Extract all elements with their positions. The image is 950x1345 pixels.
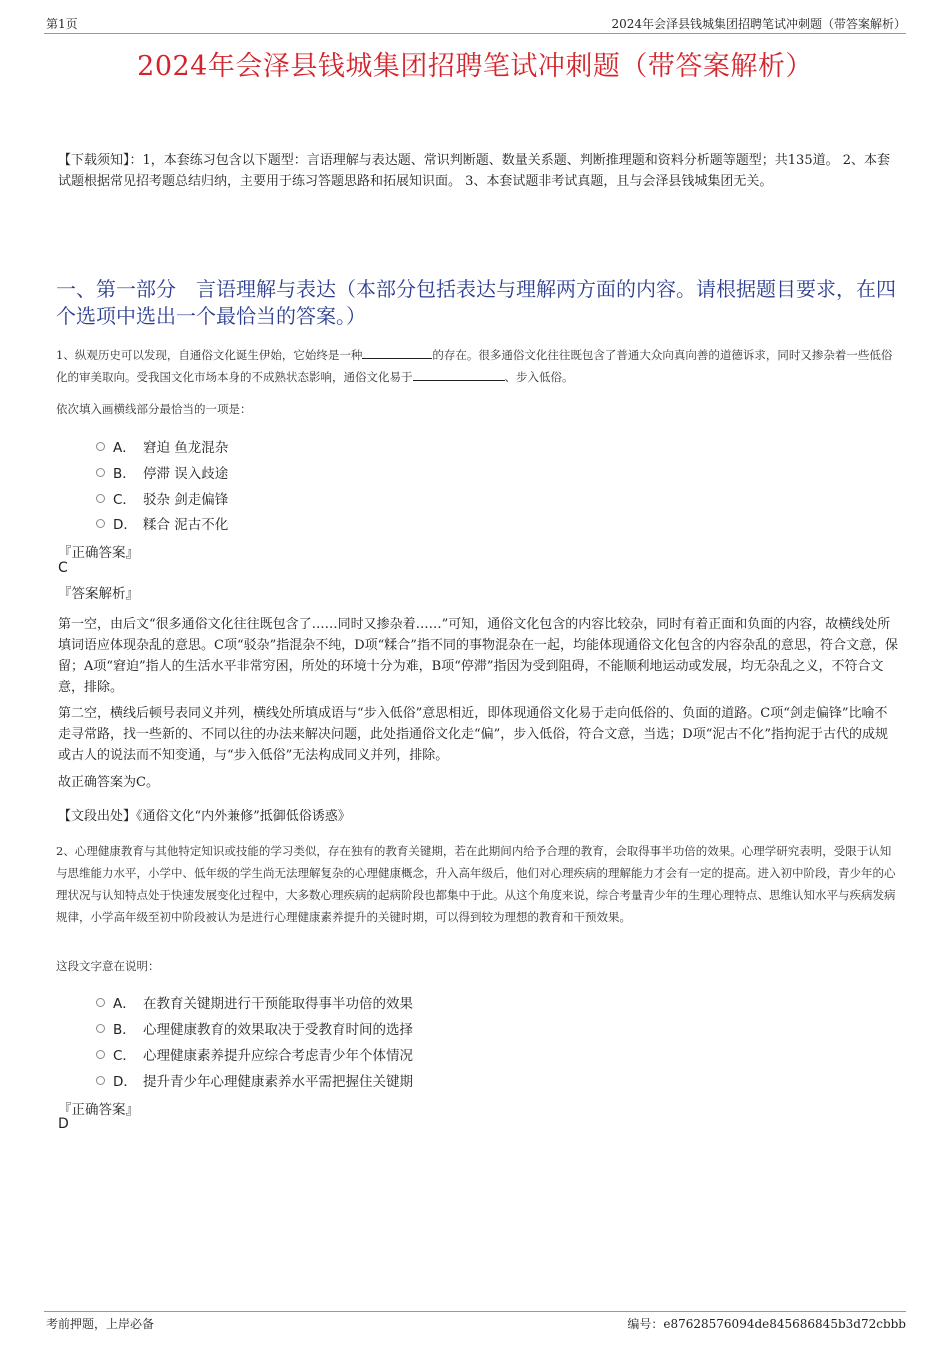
- section-heading: 一、第一部分 言语理解与表达（本部分包括表达与理解两方面的内容。请根据题目要求，在四个选项中选出一个最恰当的答案。）: [56, 277, 896, 328]
- radio-icon[interactable]: [96, 442, 105, 451]
- option-text: 在教育关键期进行干预能取得事半功倍的效果: [143, 996, 413, 1012]
- option-text: 心理健康素养提升应综合考虑青少年个体情况: [143, 1048, 413, 1064]
- option-letter: A．: [113, 440, 136, 456]
- page-title: 2024年会泽县钱城集团招聘笔试冲刺题（带答案解析）: [137, 51, 813, 82]
- radio-icon[interactable]: [96, 494, 105, 503]
- question-1-text-part-b: 的存在。很多通俗文化往往既包含了普通大众向真向善的道德诉求，同时又掺杂着一些低俗化的审美取向。受我国文化市场本身的不成熟状态影响，通俗文化易于: [56, 348, 893, 384]
- question-1-analysis-paragraph-1: 第一空，由后文“很多通俗文化往往既包含了……同时又掺杂着……”可知，通俗文化包含的内容比较杂，同时有着正面和负面的内容，故横线处所填词语应体现杂乱的意思。C项“驳杂”指混杂不纯，D项“糅合”指不同的事物混杂在一起，均能体现通俗文化包含的内容杂乱的意思，符合文意，保留；A项“窘迫”指人的生活水平非常穷困，所处的环境十分为难，B项“停滞”指因为受到阻碍，不能顺利地运动或发展，均无杂乱之义，不符合文意，排除。: [58, 617, 898, 695]
- question-1-text-part-c: 、步入低俗。: [504, 370, 574, 384]
- option-letter: D．: [113, 517, 137, 533]
- radio-icon[interactable]: [96, 998, 105, 1007]
- question-2-option-b[interactable]: [96, 1018, 413, 1038]
- question-1-prompt: 依次填入画横线部分最恰当的一项是：: [56, 402, 252, 416]
- option-text: 停滞 误入歧途: [143, 466, 229, 482]
- option-letter: D．: [113, 1074, 137, 1090]
- question-2-option-a[interactable]: [96, 992, 413, 1012]
- option-letter: C．: [113, 1048, 136, 1064]
- question-1-source: 【文段出处】《通俗文化“内外兼修”抵御低俗诱惑》: [58, 809, 351, 824]
- question-1-analysis-label: 『答案解析』: [58, 586, 139, 602]
- question-1-answer: C: [58, 560, 68, 576]
- option-letter: B．: [113, 1022, 136, 1038]
- footer-slogan: 考前押题，上岸必备: [46, 1317, 155, 1331]
- download-notice: 【下载须知】：1，本套练习包含以下题型：言语理解与表达题、常识判断题、数量关系题、判断推理题和资料分析题等题型；共135道。 2、本套试题根据常见招考题总结归纳，主要用于练习答题思路和拓展知识面。 3、本套试题非考试真题，且与会泽县钱城集团无关。: [58, 153, 890, 189]
- answer-blank-2: [413, 368, 505, 381]
- question-1-option-c[interactable]: [96, 488, 228, 508]
- question-1-text-part-a: 1、纵观历史可以发现，自通俗文化诞生伊始，它始终是一种: [56, 348, 363, 362]
- radio-icon[interactable]: [96, 1076, 105, 1085]
- footer-document-id: 编号：e87628576094de845686845b3d72cbbb: [627, 1317, 906, 1331]
- radio-icon[interactable]: [96, 1050, 105, 1059]
- question-1-conclusion: 故正确答案为C。: [58, 775, 159, 790]
- header-title: 2024年会泽县钱城集团招聘笔试冲刺题（带答案解析）: [611, 17, 906, 31]
- radio-icon[interactable]: [96, 1024, 105, 1033]
- header-divider: [44, 33, 906, 34]
- question-2-answer: D: [58, 1116, 69, 1132]
- option-text: 心理健康教育的效果取决于受教育时间的选择: [143, 1022, 413, 1038]
- option-letter: C．: [113, 492, 136, 508]
- question-1-option-b[interactable]: [96, 462, 228, 482]
- option-letter: A．: [113, 996, 136, 1012]
- question-2-answer-label: 『正确答案』: [58, 1102, 139, 1118]
- radio-icon[interactable]: [96, 468, 105, 477]
- question-1-option-a[interactable]: [96, 436, 228, 456]
- option-text: 提升青少年心理健康素养水平需把握住关键期: [143, 1074, 413, 1090]
- question-1-text: [56, 344, 902, 388]
- option-letter: B．: [113, 466, 136, 482]
- option-text: 窘迫 鱼龙混杂: [143, 440, 229, 456]
- question-1-answer-label: 『正确答案』: [58, 545, 139, 561]
- question-2-prompt: 这段文字意在说明：: [56, 959, 160, 973]
- option-text: 驳杂 剑走偏锋: [143, 492, 229, 508]
- option-text: 糅合 泥古不化: [143, 517, 229, 533]
- question-1-option-d[interactable]: [96, 513, 228, 533]
- question-2-option-c[interactable]: [96, 1044, 413, 1064]
- question-2-text: 2、心理健康教育与其他特定知识或技能的学习类似，存在独有的教育关键期，若在此期间内给予合理的教育，会取得事半功倍的效果。心理学研究表明，受限于认知与思维能力水平，小学中、低年级的学生尚无法理解复杂的心理健康概念，升入高年级后，他们对心理疾病的理解能力才会有一定的提高。进入初中阶段，青少年的心理状况与认知特点处于快速发展变化过程中，大多数心理疾病的起病阶段也都集中于此。从这个角度来说，综合考量青少年的生理心理特点、思维认知水平与疾病发病规律，小学高年级至初中阶段被认为是进行心理健康素养提升的关键时期，可以得到较为理想的教育和干预效果。: [56, 844, 896, 924]
- footer-divider: [44, 1311, 906, 1312]
- question-2-option-d[interactable]: [96, 1070, 413, 1090]
- radio-icon[interactable]: [96, 519, 105, 528]
- question-1-analysis-paragraph-2: 第二空，横线后顿号表同义并列，横线处所填成语与“步入低俗”意思相近，即体现通俗文化易于走向低俗的、负面的道路。C项“剑走偏锋”比喻不走寻常路，找一些新的、不同以往的办法来解决问题，此处指通俗文化走“偏”，步入低俗，符合文意，当选；D项“泥古不化”指拘泥于古代的成规或古人的说法而不知变通，与“步入低俗”无法构成同义并列，排除。: [58, 706, 889, 763]
- page-number: 第1页: [46, 17, 78, 31]
- answer-blank-1: [362, 346, 432, 359]
